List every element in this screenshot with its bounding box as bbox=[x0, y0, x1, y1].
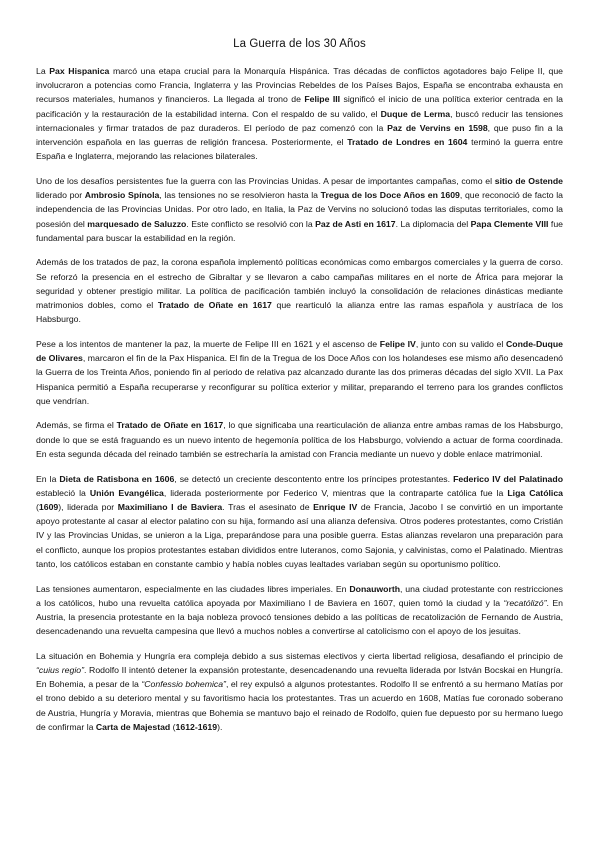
text-run: . Tras el asesinato de bbox=[222, 501, 314, 512]
bold-term: Unión Evangélica bbox=[89, 487, 164, 498]
bold-term: Ambrosio Spínola bbox=[84, 190, 160, 201]
text-run: Además de los tratados de paz, la corona española implementó políticas económicas como embargos comerciales y la guerra de corso. Se reforzó la presencia en el estrecho de Gibraltar y se llevaron a cabo campañas militares en el norte de África para mejorar la seguridad y obtener prestigio militar. La política de pacificación también incluyó la consolidación de relaciones dinásticas mediante matrimonios dobles, como el bbox=[36, 257, 563, 311]
text-run: En la bbox=[36, 473, 60, 484]
bold-term: Pax Hispanica bbox=[49, 66, 110, 76]
text-run: de Francia, Jacobo I se convirtió en un importante apoyo protestante al casar al elector palatino con su hija, formando así una alianza defensiva. Otros poderes protestantes, como Cristián IV y las Provincias Unidas, se unieron a la Liga, preparándose para una posible guerra. Estas alianzas revelaron una preparación para el conflicto, aunque los propios protestantes estaban divididos entre luteranos, como Sajonia, y calvinistas, como el Palatinado. Mientras tanto, los católicos estaban en constante cambio y había nobles cuyas lealtades variaban según su oportunismo político. bbox=[36, 501, 564, 569]
bold-term: 1609 bbox=[38, 501, 59, 512]
bold-term: Tratado de Oñate en 1617 bbox=[116, 420, 224, 431]
text-run: , marcaron el fin de la Pax Hispanica. El fin de la Tregua de los Doce Años con los holandeses ese mismo año desencadenó la Guerra de los Treinta Años, poniendo fin al periodo de relativa paz alcanzado durante las dos primeras décadas del siglo XVII. La Pax Hispanica permitió a España recuperarse y reconfigurar su política exterior y militar, preparando el terreno para los grandes conflictos que vendrían. bbox=[36, 353, 563, 406]
bold-term: Conde-Duque de Olivares bbox=[36, 338, 563, 364]
bold-term: Tratado de Oñate en 1617 bbox=[157, 300, 272, 311]
text-run: La situación en Bohemia y Hungría era compleja debido a sus sistemas electivos y cierta libertad religiosa, desafiando el principio de bbox=[36, 650, 563, 661]
text-run: , buscó reducir las tensiones internacionales y firmar tratados de paz duraderos. El período de paz comenzó con la bbox=[36, 108, 563, 133]
text-run: , que reconoció de facto la independencia de las Provincias Unidas. Por otro lado, en Italia, la Paz de Vervins no solucionó todas las disputas territoriales, como la posesión del bbox=[36, 190, 563, 229]
text-run: Uno de los desafíos persistentes fue la guerra con las Provincias Unidas. A pesar de importantes campañas, como el bbox=[36, 175, 495, 186]
text-run: Las tensiones aumentaron, especialmente en las ciudades libres imperiales. En bbox=[36, 583, 350, 594]
text-run: Pese a los intentos de mantener la paz, la muerte de Felipe III en 1621 y el ascenso de bbox=[36, 338, 380, 349]
bold-term: Felipe IV bbox=[379, 338, 416, 349]
italic-term: “cuius regio” bbox=[36, 665, 85, 676]
bold-term: Felipe III bbox=[304, 94, 341, 105]
bold-term: Tratado de Londres en 1604 bbox=[347, 137, 468, 148]
bold-term: Maximiliano I de Baviera bbox=[117, 501, 223, 512]
paragraph-1 bbox=[36, 64, 563, 163]
bold-term: Dieta de Ratisbona en 1606 bbox=[59, 473, 175, 484]
document-body bbox=[36, 64, 563, 745]
text-run: ( bbox=[170, 721, 176, 732]
bold-term: Duque de Lerma bbox=[380, 108, 451, 119]
text-run: , que puso fin a la intervención española en las guerras de religión francesa. Posteriormente, el bbox=[36, 122, 563, 148]
bold-term: sitio de Ostende bbox=[494, 175, 563, 186]
text-run: La bbox=[36, 66, 50, 76]
text-run: liderado por bbox=[36, 190, 85, 201]
text-run: terminó la guerra entre España e Inglaterra, mejorando las relaciones bilaterales. bbox=[36, 137, 563, 162]
bold-term: Papa Clemente VIII bbox=[470, 218, 549, 229]
text-run: significó el inicio de una política exterior centrada en la pacificación y la restauración de la estabilidad interna. Con el respaldo de su valido, el bbox=[36, 94, 564, 119]
paragraph-6 bbox=[36, 472, 563, 571]
text-run: , lo que significaba una rearticulación de alianza entre ambas ramas de los Habsburgo, donde lo que se está fraguando es un nuevo intento de hegemonía política de los Habsburgo, volviendo a actuar de forma coordinada. En esta segunda década del reinado también se estrecharía la amistad con Francia mediante un nuevo y doble enlace matrimonial. bbox=[36, 420, 563, 459]
italic-term: “recatólizó” bbox=[503, 597, 547, 608]
italic-term: “Confessio bohemica” bbox=[141, 679, 226, 690]
paragraph-3 bbox=[36, 255, 563, 326]
bold-term: Federico IV del Palatinado bbox=[453, 473, 563, 484]
text-run: . Rodolfo II intentó detener la expansión protestante, desencadenando una revuelta liderada por István Bocskai en Hungría. En Bohemia, a pesar de la bbox=[36, 665, 563, 690]
text-run: ), liderada por bbox=[58, 501, 118, 512]
text-run: . La diplomacia del bbox=[395, 218, 471, 229]
text-run: ). bbox=[217, 721, 223, 732]
bold-term: 1612-1619 bbox=[175, 721, 218, 732]
text-run: estableció la bbox=[36, 487, 90, 498]
bold-term: Tregua de los Doce Años en 1609 bbox=[320, 190, 460, 201]
paragraph-5 bbox=[36, 418, 563, 461]
text-run: Además, se firma el bbox=[36, 420, 117, 431]
document-title: La Guerra de los 30 Años bbox=[233, 38, 366, 50]
bold-term: Paz de Asti en 1617 bbox=[315, 218, 396, 229]
text-run: marcó una etapa crucial para la Monarquía Hispánica. Tras décadas de conflictos agotadores bajo Felipe II, que involucraron a potencias como Francia, Inglaterra y las Provincias Rebeldes de los Países Bajos, España se encontraba exhausta en recursos materiales, humanos y financieros. La llegada al trono de bbox=[36, 66, 563, 105]
text-run: , las tensiones no se resolvieron hasta la bbox=[159, 190, 321, 201]
text-run: fue fundamental para buscar la estabilidad en la región. bbox=[36, 218, 564, 243]
bold-term: Paz de Vervins en 1598 bbox=[387, 122, 488, 133]
paragraph-8 bbox=[36, 649, 563, 734]
text-run: . En Austria, la presencia protestante en la baja nobleza provocó tensiones debido a las políticas de recatolización de Fernando de Austria, desencadenando una revuelta campesina que llevó a muchos nobles a convertirse al catolicismo con el apoyo de los jesuitas. bbox=[36, 597, 563, 637]
bold-term: Carta de Majestad bbox=[95, 721, 171, 732]
paragraph-2 bbox=[36, 174, 563, 245]
text-run: , una ciudad protestante con restricciones a los católicos, hubo una revuelta católica apoyada por Maximiliano I de Baviera en 1607, quien tomó la ciudad y la bbox=[36, 583, 563, 608]
bold-term: Donauworth bbox=[349, 583, 401, 594]
bold-term: Enrique IV bbox=[313, 501, 358, 512]
text-run: . Este conflicto se resolvió con la bbox=[186, 218, 316, 229]
text-run: que rearticuló la alianza entre las ramas española y austríaca de los Habsburgo. bbox=[36, 300, 563, 325]
paragraph-7 bbox=[36, 582, 563, 639]
text-run: ( bbox=[36, 501, 39, 512]
text-run: , se detectó un creciente descontento entre los príncipes protestantes. bbox=[174, 473, 454, 484]
bold-term: Liga Católica bbox=[507, 487, 563, 498]
text-run: , liderada posteriormente por Federico V, mientras que la contraparte católica fue la bbox=[163, 487, 508, 498]
text-run: , junto con su valido el bbox=[415, 338, 507, 349]
paragraph-4 bbox=[36, 337, 563, 408]
bold-term: marquesado de Saluzzo bbox=[87, 218, 187, 229]
text-run: , el rey expulsó a algunos protestantes. Rodolfo II se enfrentó a su hermano Matías por el trono debido a su deterioro mental y su favoritismo hacia los protestantes. Tras un acuerdo en 1608, Matías fue coronado soberano de Austria, Hungría y Moravia, mientras que Bohemia se mantuvo bajo el reinado de Rodolfo, quien fue depuesto por su hermano luego de confirmar la bbox=[36, 679, 563, 732]
